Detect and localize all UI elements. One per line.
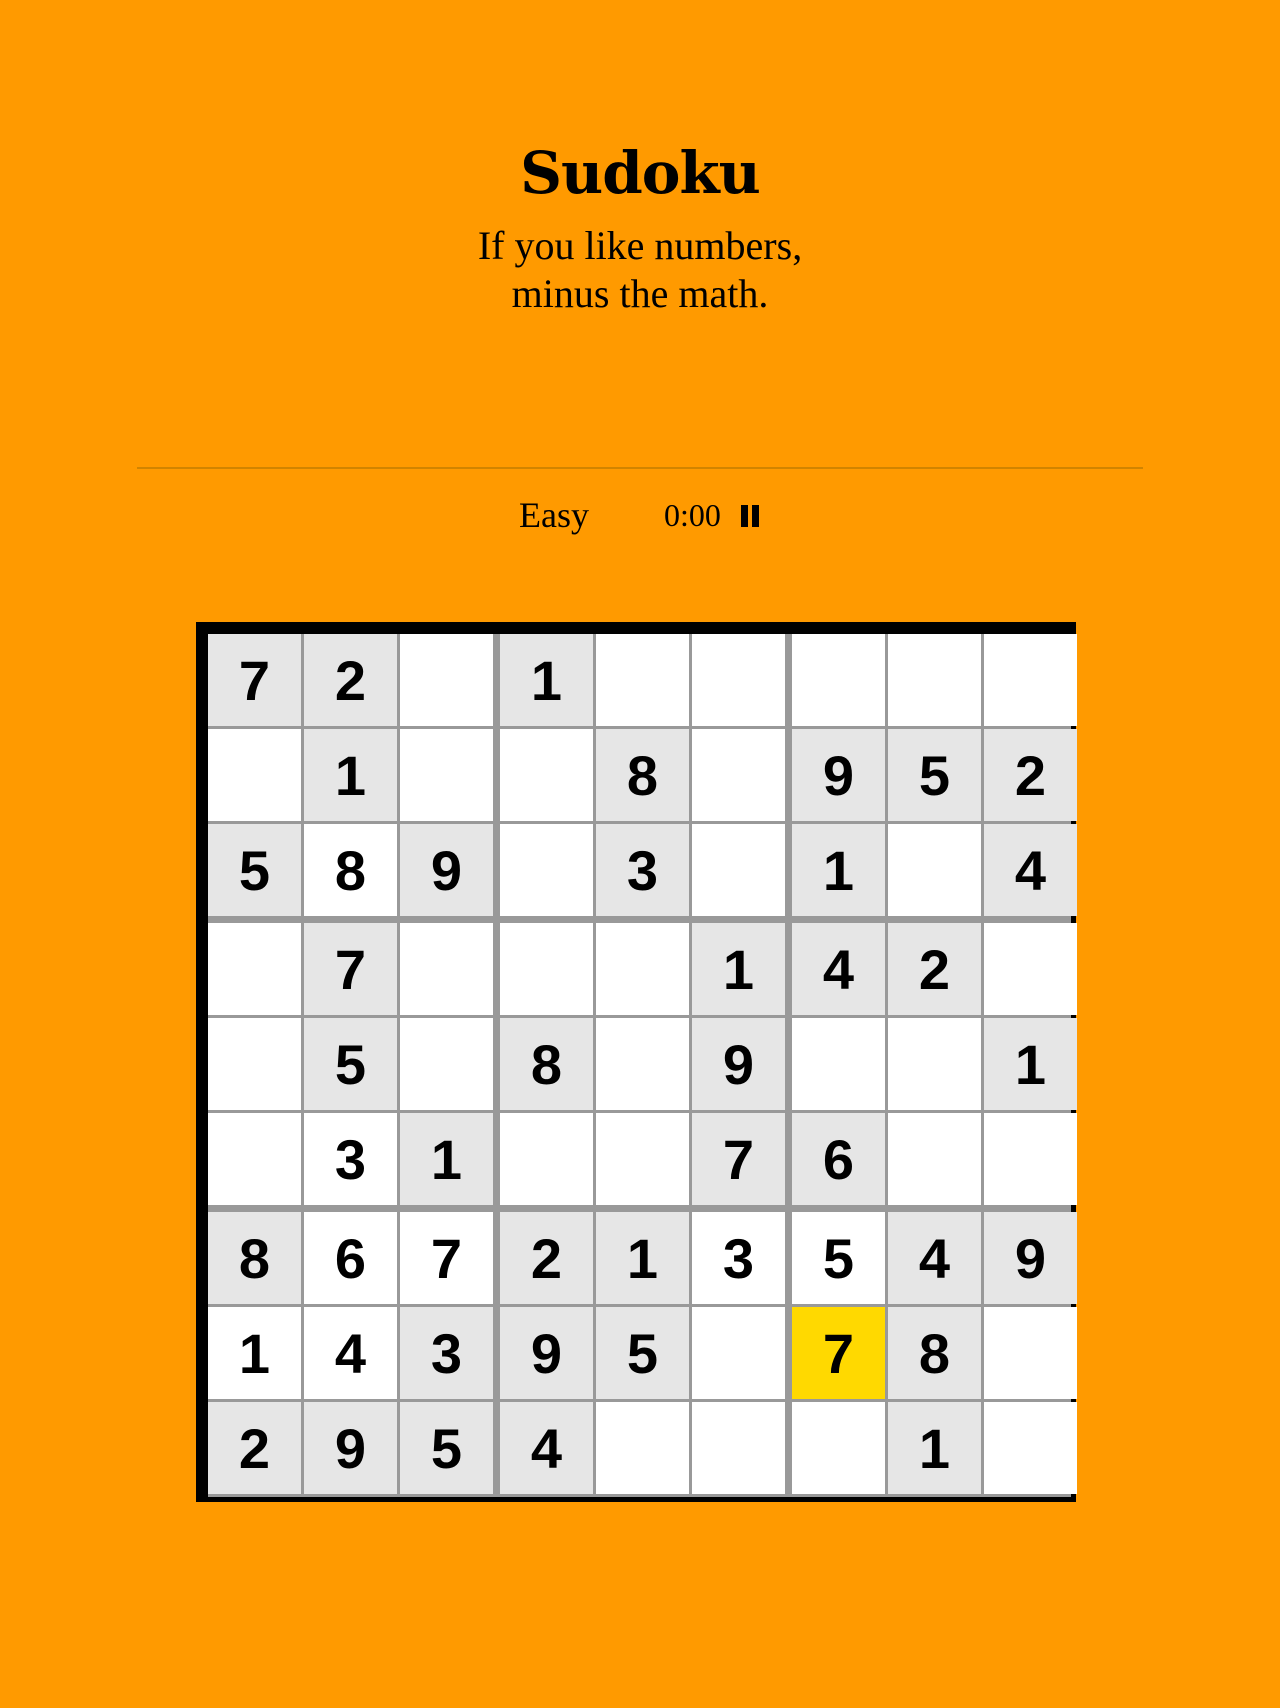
sudoku-cell-r4c8[interactable]: 2 bbox=[888, 923, 981, 1015]
sudoku-cell-r7c2[interactable]: 6 bbox=[304, 1212, 397, 1304]
sudoku-cell-r6c6[interactable]: 7 bbox=[692, 1113, 785, 1205]
sudoku-cell-r4c4[interactable] bbox=[500, 923, 593, 1015]
sudoku-cell-r7c6[interactable]: 3 bbox=[692, 1212, 785, 1304]
sudoku-cell-r2c5[interactable]: 8 bbox=[596, 729, 689, 821]
sudoku-cell-r3c9[interactable]: 4 bbox=[984, 824, 1077, 916]
sudoku-cell-r8c8[interactable]: 8 bbox=[888, 1307, 981, 1399]
timer-display: 0:00 bbox=[664, 497, 721, 533]
sudoku-cell-r4c3[interactable] bbox=[400, 923, 493, 1015]
sudoku-cell-r8c1[interactable]: 1 bbox=[208, 1307, 301, 1399]
sudoku-cell-r8c2[interactable]: 4 bbox=[304, 1307, 397, 1399]
sudoku-cell-r9c7[interactable] bbox=[792, 1402, 885, 1494]
sudoku-cell-r8c7[interactable]: 7 bbox=[792, 1307, 885, 1399]
sudoku-cell-r5c9[interactable]: 1 bbox=[984, 1018, 1077, 1110]
sudoku-cell-r6c9[interactable] bbox=[984, 1113, 1077, 1205]
sudoku-cell-r2c8[interactable]: 5 bbox=[888, 729, 981, 821]
sudoku-cell-r6c8[interactable] bbox=[888, 1113, 981, 1205]
sudoku-cell-r1c7[interactable] bbox=[792, 634, 885, 726]
subtitle-line-1: If you like numbers, bbox=[477, 223, 803, 268]
sudoku-cell-r5c6[interactable]: 9 bbox=[692, 1018, 785, 1110]
sudoku-cell-r5c7[interactable] bbox=[792, 1018, 885, 1110]
sudoku-cell-r3c3[interactable]: 9 bbox=[400, 824, 493, 916]
sudoku-cell-r6c7[interactable]: 6 bbox=[792, 1113, 885, 1205]
sudoku-cell-r9c5[interactable] bbox=[596, 1402, 689, 1494]
sudoku-cell-r1c4[interactable]: 1 bbox=[500, 634, 593, 726]
sudoku-cell-r8c4[interactable]: 9 bbox=[500, 1307, 593, 1399]
sudoku-cell-r2c9[interactable]: 2 bbox=[984, 729, 1077, 821]
game-status-bar bbox=[0, 490, 1280, 540]
sudoku-cell-r9c2[interactable]: 9 bbox=[304, 1402, 397, 1494]
sudoku-cell-r4c9[interactable] bbox=[984, 923, 1077, 1015]
sudoku-cell-r4c2[interactable]: 7 bbox=[304, 923, 397, 1015]
subtitle-line-2: minus the math. bbox=[511, 271, 769, 316]
sudoku-cell-r6c4[interactable] bbox=[500, 1113, 593, 1205]
sudoku-cell-r6c5[interactable] bbox=[596, 1113, 689, 1205]
sudoku-cell-r5c5[interactable] bbox=[596, 1018, 689, 1110]
sudoku-cell-r7c1[interactable]: 8 bbox=[208, 1212, 301, 1304]
sudoku-cell-r7c8[interactable]: 4 bbox=[888, 1212, 981, 1304]
sudoku-cell-r3c4[interactable] bbox=[500, 824, 593, 916]
sudoku-cell-r6c1[interactable] bbox=[208, 1113, 301, 1205]
sudoku-cell-r8c9[interactable] bbox=[984, 1307, 1077, 1399]
sudoku-cell-r1c2[interactable]: 2 bbox=[304, 634, 397, 726]
sudoku-cell-r5c1[interactable] bbox=[208, 1018, 301, 1110]
sudoku-cell-r1c1[interactable]: 7 bbox=[208, 634, 301, 726]
sudoku-cell-r2c3[interactable] bbox=[400, 729, 493, 821]
sudoku-cell-r2c1[interactable] bbox=[208, 729, 301, 821]
sudoku-cell-r7c9[interactable]: 9 bbox=[984, 1212, 1077, 1304]
sudoku-cell-r5c8[interactable] bbox=[888, 1018, 981, 1110]
sudoku-cell-r6c2[interactable]: 3 bbox=[304, 1113, 397, 1205]
header-divider bbox=[137, 467, 1143, 469]
sudoku-cell-r4c7[interactable]: 4 bbox=[792, 923, 885, 1015]
sudoku-cell-r2c2[interactable]: 1 bbox=[304, 729, 397, 821]
sudoku-cell-r1c8[interactable] bbox=[888, 634, 981, 726]
sudoku-cell-r9c6[interactable] bbox=[692, 1402, 785, 1494]
sudoku-cell-r7c7[interactable]: 5 bbox=[792, 1212, 885, 1304]
sudoku-cell-r7c5[interactable]: 1 bbox=[596, 1212, 689, 1304]
sudoku-cell-r7c4[interactable]: 2 bbox=[500, 1212, 593, 1304]
sudoku-cell-r9c4[interactable]: 4 bbox=[500, 1402, 593, 1494]
sudoku-cell-r2c7[interactable]: 9 bbox=[792, 729, 885, 821]
pause-button[interactable] bbox=[741, 505, 761, 527]
page-subtitle bbox=[0, 222, 1280, 318]
sudoku-cell-r1c5[interactable] bbox=[596, 634, 689, 726]
sudoku-cell-r3c7[interactable]: 1 bbox=[792, 824, 885, 916]
sudoku-cell-r3c1[interactable]: 5 bbox=[208, 824, 301, 916]
sudoku-cell-r4c5[interactable] bbox=[596, 923, 689, 1015]
sudoku-cell-r3c8[interactable] bbox=[888, 824, 981, 916]
sudoku-cell-r3c6[interactable] bbox=[692, 824, 785, 916]
sudoku-cell-r7c3[interactable]: 7 bbox=[400, 1212, 493, 1304]
sudoku-grid bbox=[208, 634, 1071, 1497]
sudoku-cell-r8c3[interactable]: 3 bbox=[400, 1307, 493, 1399]
sudoku-cell-r4c1[interactable] bbox=[208, 923, 301, 1015]
difficulty-label: Easy bbox=[519, 495, 589, 535]
sudoku-cell-r1c6[interactable] bbox=[692, 634, 785, 726]
sudoku-cell-r9c1[interactable]: 2 bbox=[208, 1402, 301, 1494]
sudoku-cell-r9c8[interactable]: 1 bbox=[888, 1402, 981, 1494]
sudoku-cell-r9c3[interactable]: 5 bbox=[400, 1402, 493, 1494]
page-title: Sudoku bbox=[520, 139, 760, 207]
sudoku-cell-r3c5[interactable]: 3 bbox=[596, 824, 689, 916]
sudoku-cell-r6c3[interactable]: 1 bbox=[400, 1113, 493, 1205]
sudoku-cell-r8c5[interactable]: 5 bbox=[596, 1307, 689, 1399]
sudoku-cell-r1c3[interactable] bbox=[400, 634, 493, 726]
sudoku-cell-r4c6[interactable]: 1 bbox=[692, 923, 785, 1015]
sudoku-cell-r2c4[interactable] bbox=[500, 729, 593, 821]
sudoku-cell-r5c4[interactable]: 8 bbox=[500, 1018, 593, 1110]
sudoku-cell-r1c9[interactable] bbox=[984, 634, 1077, 726]
sudoku-cell-r5c2[interactable]: 5 bbox=[304, 1018, 397, 1110]
pause-icon bbox=[741, 505, 748, 527]
pause-icon-bar bbox=[752, 505, 759, 527]
sudoku-cell-r9c9[interactable] bbox=[984, 1402, 1077, 1494]
sudoku-board bbox=[196, 622, 1076, 1502]
sudoku-cell-r8c6[interactable] bbox=[692, 1307, 785, 1399]
sudoku-cell-r2c6[interactable] bbox=[692, 729, 785, 821]
sudoku-cell-r3c2[interactable]: 8 bbox=[304, 824, 397, 916]
sudoku-cell-r5c3[interactable] bbox=[400, 1018, 493, 1110]
